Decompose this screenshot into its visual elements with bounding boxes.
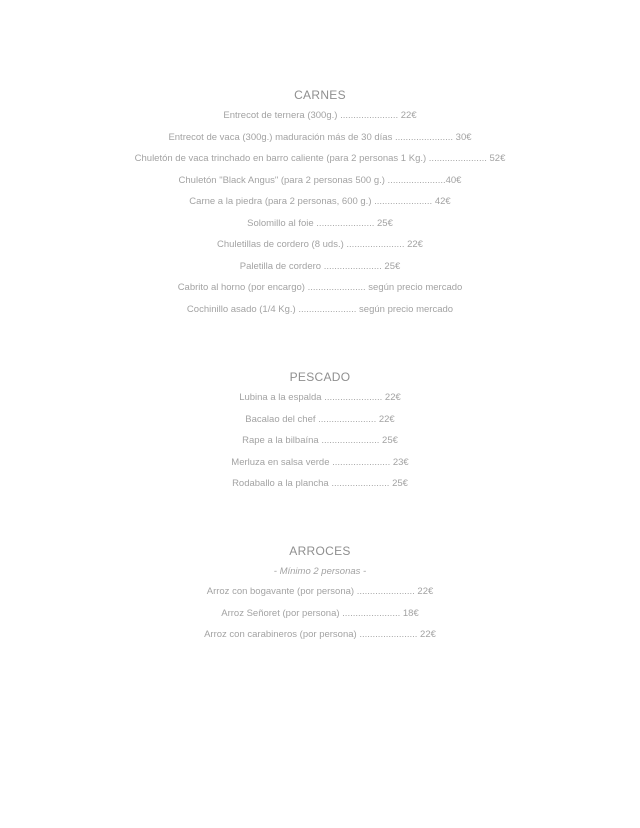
section-title: PESCADO [289,370,351,384]
menu-item: Bacalao del chef ...................... 22€ [245,413,395,425]
menu-item: Cabrito al horno (por encargo) ...................... según precio mercado [177,282,463,293]
section-title: CARNES [294,88,346,102]
menu-item: Lubina a la espalda ...................... 22€ [239,392,401,403]
menu-item: Solomillo al foie ...................... 25€ [247,217,393,229]
menu-item: Rodaballo a la plancha ...................... 25€ [232,478,408,489]
section-note: - Mínimo 2 personas - [273,566,367,577]
menu-item: Rape a la bilbaína ...................... 25€ [242,435,398,446]
menu-item: Entrecot de vaca (300g.) maduración más de 30 días ...................... 30€ [168,131,472,143]
menu-item: Chuletón "Black Angus" (para 2 personas 500 g.) ......................40€ [178,174,462,186]
menu-item: Merluza en salsa verde ...................... 23€ [231,456,409,468]
menu-item: Arroz con bogavante (por persona) ...................... 22€ [206,586,434,597]
menu-item: Chuletón de vaca trinchado en barro caliente (para 2 personas 1 Kg.) ...................... 52€ [134,153,506,164]
section-title: ARROCES [289,544,351,558]
menu-item: Arroz Señoret (por persona) ...................... 18€ [221,607,419,619]
section-carnes [0,87,640,324]
menu-item: Paletilla de cordero ...................... 25€ [239,260,401,272]
menu-item: Entrecot de ternera (300g.) ...................... 22€ [223,110,417,121]
menu-item: Chuletillas de cordero (8 uds.) ...................... 22€ [217,239,423,250]
section-arroces [0,543,640,650]
menu-item: Arroz con carabineros (por persona) ...................... 22€ [204,629,436,640]
menu-item: Carne a la piedra (para 2 personas, 600 g.) ...................... 42€ [189,196,451,207]
section-pescado [0,369,640,499]
menu-item: Cochinillo asado (1/4 Kg.) ...................... según precio mercado [186,303,454,315]
